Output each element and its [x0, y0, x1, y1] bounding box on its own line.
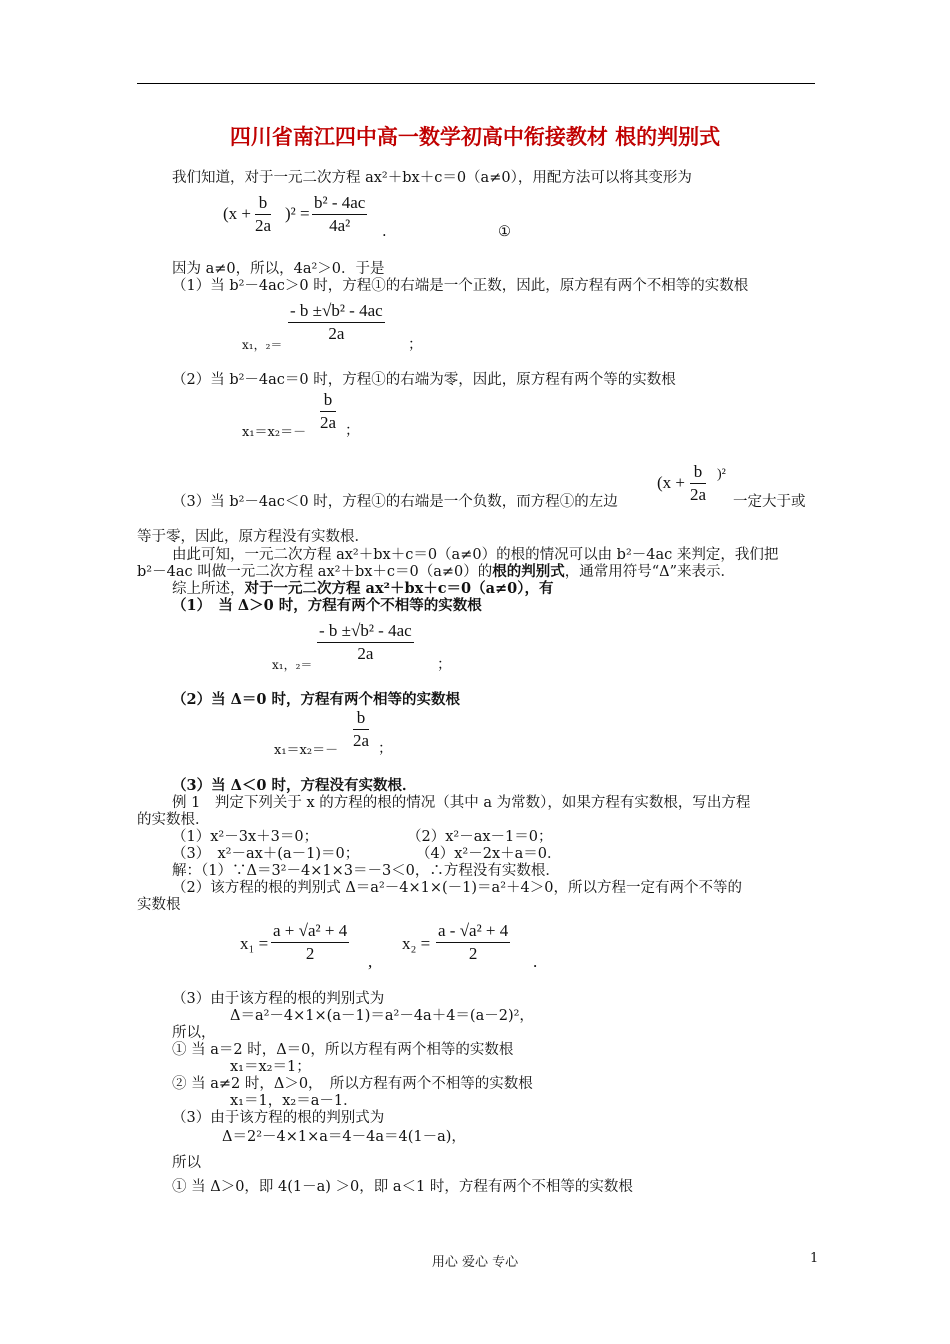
- equal-den-2: 2a: [353, 731, 370, 750]
- equal-den-1: 2a: [320, 413, 337, 432]
- root-fraction-1: [288, 300, 385, 345]
- summary-3b: 对于一元二次方程 ax²＋bx＋c＝0（a≠0），有: [244, 580, 554, 597]
- example-part-4: （4）x²－2x＋a＝0．: [416, 846, 562, 862]
- rule-2: （2）当 Δ＝0 时，方程有两个相等的实数根: [172, 691, 461, 708]
- root-label-1: x₁，₂＝: [242, 338, 283, 352]
- eq1-fraction-right: [312, 192, 367, 237]
- solution-3: （3）由于该方程的根的判别式为: [172, 991, 385, 1007]
- root-label-2: x₁，₂＝: [272, 658, 313, 672]
- x2-label: x₂ =: [402, 934, 431, 953]
- summary-2: [137, 563, 735, 581]
- page-title: 四川省南江四中高一数学初高中衔接教材 根的判别式: [229, 125, 721, 149]
- solution-3-so: 所以，: [172, 1025, 216, 1041]
- intro-text: 我们知道，对于一元二次方程 ax²＋bx＋c＝0（a≠0），用配方法可以将其变形为: [172, 170, 692, 186]
- eq1-tag: ①: [498, 224, 511, 240]
- x1-comma: ,: [368, 952, 373, 971]
- x2-num: a - √a² + 4: [436, 920, 510, 943]
- summary-3: [172, 580, 554, 598]
- solution-3-case-b: ② 当 a≠2 时，Δ＞0， 所以方程有两个不相等的实数根: [172, 1076, 533, 1092]
- eq1-fraction-left: [255, 192, 271, 237]
- x1-num: a + √a² + 4: [271, 920, 349, 943]
- solution-3-case-a: ① 当 a＝2 时，Δ＝0，所以方程有两个相等的实数根: [172, 1042, 514, 1058]
- equal-fraction-2: [353, 707, 369, 752]
- equal-num-1: b: [320, 389, 336, 412]
- case3-text-b: 一定大于或: [733, 494, 806, 510]
- because-text: 因为 a≠0，所以，4a²＞0．于是: [172, 261, 385, 277]
- summary-2b: 根的判别式: [492, 563, 565, 580]
- eq1-right-num: b² - 4ac: [312, 192, 367, 215]
- summary-2c: ，通常用符号“Δ”来表示．: [564, 564, 736, 580]
- case1-text: （1）当 b²－4ac＞0 时，方程①的右端是一个正数，因此，原方程有两个不相等的实数根: [172, 278, 749, 294]
- eq1-open: (x +: [223, 204, 251, 223]
- case2-text: （2）当 b²－4ac＝0 时，方程①的右端为零，因此，原方程有两个等的实数根: [172, 372, 676, 388]
- eq1-close: )² =: [285, 204, 310, 223]
- example-1-cont: 的实数根．: [137, 812, 210, 828]
- example-part-3: （3） x²－ax＋(a－1)＝0；: [172, 846, 360, 862]
- solution-3-root-a: x₁＝x₂＝1；: [230, 1059, 311, 1075]
- x1-label: x₁ =: [240, 934, 269, 953]
- example-part-2: （2）x²－ax－1＝0；: [407, 829, 553, 845]
- eq1-left-den: 2a: [255, 216, 272, 235]
- x2-period: .: [533, 952, 538, 971]
- page-number: 1: [810, 1251, 819, 1266]
- x2-den: 2: [468, 944, 478, 963]
- solution-4: （3）由于该方程的根的判别式为: [172, 1110, 385, 1126]
- semicolon-2: ；: [345, 423, 360, 439]
- solution-1: 解：（1）∵Δ＝3²－4×1×3＝－3＜0，∴方程没有实数根．: [172, 863, 560, 879]
- solution-2-cont: 实数根: [137, 897, 181, 913]
- solution-2: （2）该方程的根的判别式 Δ＝a²－4×1×(－1)＝a²＋4＞0，所以方程一定有两个不等的: [172, 880, 742, 896]
- eq1-period: .: [382, 224, 387, 240]
- solution-4-delta: Δ＝2²－4×1×a＝4－4a＝4(1－a)，: [222, 1129, 466, 1145]
- summary-1: 由此可知，一元二次方程 ax²＋bx＋c＝0（a≠0）的根的情况可以由 b²－4ac 来判定，我们把: [172, 547, 779, 563]
- rule-3: （3）当 Δ＜0 时，方程没有实数根．: [172, 777, 417, 794]
- root-num-2: - b ±√b² - 4ac: [317, 620, 414, 643]
- solution-3-delta: Δ＝a²－4×1×(a－1)＝a²－4a＋4＝(a－2)²，: [230, 1008, 534, 1024]
- case3-open: (x +: [657, 473, 685, 492]
- case3-close: )²: [717, 467, 726, 482]
- case3-den: 2a: [690, 485, 707, 504]
- case3-text-c: 等于零，因此，原方程没有实数根．: [137, 529, 369, 545]
- summary-2a: b²－4ac 叫做一元二次方程 ax²＋bx＋c＝0（a≠0）的: [137, 564, 493, 580]
- equal-num-2: b: [353, 707, 369, 730]
- header-rule: [137, 83, 815, 84]
- x1-fraction: [271, 920, 349, 965]
- root-fraction-2: [317, 620, 414, 665]
- root-num-1: - b ±√b² - 4ac: [288, 300, 385, 323]
- case3-num: b: [690, 461, 706, 484]
- solution-4-so: 所以: [172, 1155, 201, 1171]
- example-1: 例 1 判定下列关于 x 的方程的根的情况（其中 a 为常数），如果方程有实数根，写出方程: [172, 795, 751, 811]
- equal-fraction-1: [320, 389, 336, 434]
- rule-1: （1） 当 Δ＞0 时，方程有两个不相等的实数根: [172, 597, 482, 614]
- semicolon-4: ；: [378, 741, 393, 757]
- summary-3a: 综上所述，: [172, 581, 245, 597]
- case3-text: （3）当 b²－4ac＜0 时，方程①的右端是一个负数，而方程①的左边: [172, 494, 618, 510]
- x1-den: 2: [305, 944, 315, 963]
- eq1-left-num: b: [255, 192, 271, 215]
- equal-label-2: x₁＝x₂＝－: [274, 743, 339, 758]
- semicolon-3: ；: [437, 657, 452, 673]
- semicolon-1: ；: [408, 337, 423, 353]
- root-den-2: 2a: [357, 644, 374, 663]
- solution-3-root-b: x₁＝1，x₂＝a－1．: [230, 1093, 358, 1109]
- root-den-1: 2a: [328, 324, 345, 343]
- solution-4-case-a: ① 当 Δ＞0，即 4(1－a) ＞0，即 a＜1 时，方程有两个不相等的实数根: [172, 1179, 633, 1195]
- page-footer: 用心 爱心 专心: [431, 1255, 519, 1270]
- equal-label-1: x₁＝x₂＝－: [242, 425, 307, 440]
- example-part-1: （1）x²－3x＋3＝0；: [172, 829, 319, 845]
- x2-fraction: [436, 920, 510, 965]
- case3-fraction: [690, 461, 706, 506]
- eq1-right-den: 4a²: [329, 216, 351, 235]
